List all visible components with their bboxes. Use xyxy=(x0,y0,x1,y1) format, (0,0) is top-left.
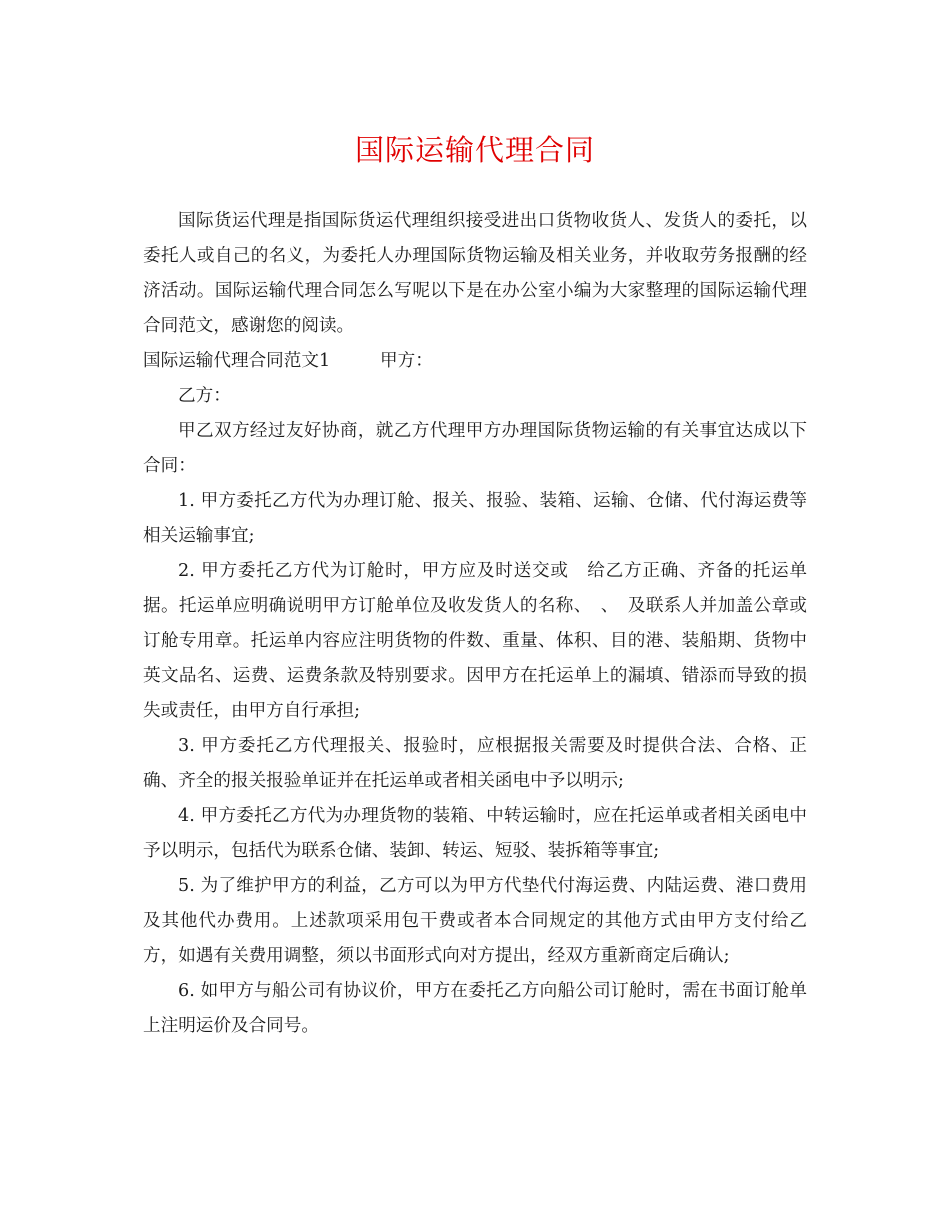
preamble-paragraph: 甲乙双方经过友好协商，就乙方代理甲方办理国际货物运输的有关事宜达成以下合同： xyxy=(143,421,807,476)
sample-heading: 国际运输代理合同范文1 xyxy=(143,351,331,371)
clause-5: 5. 为了维护甲方的利益，乙方可以为甲方代垫代付海运费、内陆运费、港口费用及其他代办费用。上述款项采用包干费或者本合同规定的其他方式由甲方支付给乙方，如遇有关费用调整，须以书面形式向对方提出，经双方重新商定后确认; xyxy=(143,876,807,966)
clause-4: 4. 甲方委托乙方代为办理货物的装箱、中转运输时，应在托运单或者相关函电中予以明示，包括代为联系仓储、装卸、转运、短驳、装拆箱等事宜; xyxy=(143,806,807,861)
clause-2: 2. 甲方委托乙方代为订舱时，甲方应及时送交或 给乙方正确、齐备的托运单据。托运单应明确说明甲方订舱单位及收发货人的名称、 、 及联系人并加盖公章或订舱专用章。托运单内容应注明货物的件数、重量、体积、目的港、装船期、货物中英文品名、运费、运费条款及特别要求。因甲方在托运单上的漏填、错添而导致的损失或责任，由甲方自行承担; xyxy=(143,561,807,721)
party-a-label: 甲方： xyxy=(380,351,433,371)
document-title: 国际运输代理合同 xyxy=(354,133,595,167)
clause-3: 3. 甲方委托乙方代理报关、报验时，应根据报关需要及时提供合法、合格、正确、齐全的报关报验单证并在托运单或者相关函电中予以明示; xyxy=(143,736,807,791)
clause-1: 1. 甲方委托乙方代为办理订舱、报关、报验、装箱、运输、仓储、代付海运费等相关运输事宜; xyxy=(143,491,807,546)
document-body xyxy=(143,204,807,1044)
sample-heading-row xyxy=(143,344,807,379)
clause-6: 6. 如甲方与船公司有协议价，甲方在委托乙方向船公司订舱时，需在书面订舱单上注明运价及合同号。 xyxy=(143,981,807,1036)
party-b-label: 乙方： xyxy=(178,386,231,406)
intro-paragraph: 国际货运代理是指国际货运代理组织接受进出口货物收货人、发货人的委托，以委托人或自己的名义，为委托人办理国际货物运输及相关业务，并收取劳务报酬的经济活动。国际运输代理合同怎么写呢以下是在办公室小编为大家整理的国际运输代理合同范文，感谢您的阅读。 xyxy=(143,211,807,336)
